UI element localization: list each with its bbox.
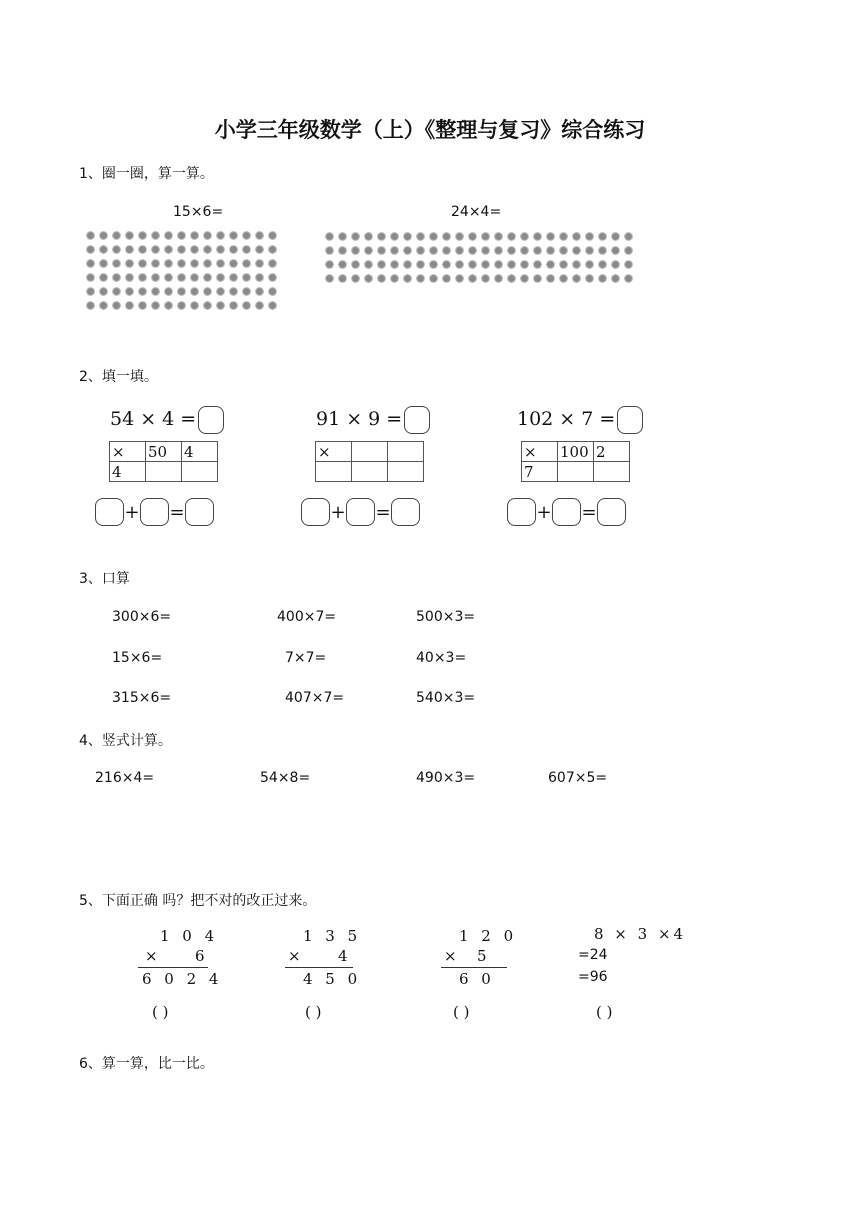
dot	[546, 260, 555, 269]
vertical-line	[441, 967, 507, 968]
dot	[190, 245, 199, 254]
dot	[99, 287, 108, 296]
dot	[468, 274, 477, 283]
dot	[151, 231, 160, 240]
dot	[164, 231, 173, 240]
dot	[242, 259, 251, 268]
dot	[624, 274, 633, 283]
dot	[99, 245, 108, 254]
dot	[112, 301, 121, 310]
dot	[429, 232, 438, 241]
dot	[585, 232, 594, 241]
dot	[611, 260, 620, 269]
dot	[255, 273, 264, 282]
dot	[112, 259, 121, 268]
dot	[442, 232, 451, 241]
dot	[377, 260, 386, 269]
chain-line-3: =96	[578, 969, 608, 985]
judge-paren[interactable]: ( )	[305, 1003, 322, 1021]
q1-heading: 1、圈一圈，算一算。	[79, 166, 214, 182]
dot	[268, 287, 277, 296]
dot	[377, 274, 386, 283]
oral-item: 540×3=	[416, 690, 476, 706]
dot	[585, 260, 594, 269]
dot	[242, 273, 251, 282]
dot	[598, 246, 607, 255]
answer-box[interactable]	[198, 406, 224, 434]
dot	[325, 260, 334, 269]
dot	[242, 287, 251, 296]
answer-box[interactable]	[404, 406, 430, 434]
dot	[190, 287, 199, 296]
sum-row-1	[95, 498, 214, 526]
dot	[351, 232, 360, 241]
dot	[481, 260, 490, 269]
vertical-multiplier-sign: ×	[288, 947, 305, 965]
q5-heading: 5、下面正确 吗？把不对的改正过来。	[79, 893, 317, 909]
judge-paren[interactable]: ( )	[596, 1003, 613, 1021]
dot	[494, 232, 503, 241]
dot	[494, 260, 503, 269]
dot	[138, 287, 147, 296]
mult-table-1	[109, 441, 218, 482]
vertical-calc-item: 216×4=	[95, 770, 155, 786]
dot	[216, 301, 225, 310]
dot	[242, 301, 251, 310]
dot	[268, 245, 277, 254]
dot	[416, 232, 425, 241]
dot	[255, 301, 264, 310]
dot	[164, 273, 173, 282]
dot	[216, 245, 225, 254]
dot	[255, 245, 264, 254]
equals-sign: =	[169, 501, 185, 523]
dot	[216, 287, 225, 296]
dot	[403, 260, 412, 269]
dot	[229, 245, 238, 254]
table-cell[interactable]	[352, 462, 388, 482]
dot	[325, 232, 334, 241]
dot	[442, 274, 451, 283]
judge-paren[interactable]: ( )	[152, 1003, 169, 1021]
dot	[216, 231, 225, 240]
dot	[125, 259, 134, 268]
dot	[455, 274, 464, 283]
table-cell: 100	[558, 442, 594, 462]
chain-line-2: =24	[578, 947, 608, 963]
dot	[403, 232, 412, 241]
dot	[533, 246, 542, 255]
fill-expr-1: 54 × 4 =	[110, 408, 197, 430]
dot	[390, 232, 399, 241]
table-cell	[352, 442, 388, 462]
dot	[585, 274, 594, 283]
vertical-line	[138, 967, 208, 968]
dot	[364, 246, 373, 255]
dot	[624, 260, 633, 269]
dot	[216, 259, 225, 268]
dot	[151, 245, 160, 254]
table-cell: 4	[182, 442, 218, 462]
dot	[611, 246, 620, 255]
vertical-multiplier: 4	[338, 947, 352, 965]
fill-expr-2: 91 × 9 =	[316, 408, 403, 430]
dot	[99, 301, 108, 310]
dot	[572, 246, 581, 255]
vertical-multiplier-sign: ×	[444, 947, 461, 965]
dot	[203, 287, 212, 296]
dot	[416, 246, 425, 255]
dot	[151, 259, 160, 268]
dot	[203, 245, 212, 254]
dot	[229, 287, 238, 296]
dot	[229, 273, 238, 282]
q3-heading: 3、口算	[79, 571, 130, 587]
dot	[364, 260, 373, 269]
dot	[125, 273, 134, 282]
vertical-calc-item: 490×3=	[416, 770, 476, 786]
dot	[533, 232, 542, 241]
dot	[611, 274, 620, 283]
dot	[164, 301, 173, 310]
vertical-multiplier: 6	[195, 947, 209, 965]
table-cell[interactable]	[146, 462, 182, 482]
dot	[255, 231, 264, 240]
chain-line-1: 8 × 3 ×4	[594, 925, 687, 943]
dot	[99, 273, 108, 282]
answer-box[interactable]	[597, 498, 626, 526]
dot	[229, 231, 238, 240]
oral-item: 40×3=	[416, 650, 467, 666]
dot	[416, 260, 425, 269]
dot	[546, 246, 555, 255]
dot	[546, 274, 555, 283]
vertical-multiplier-sign: ×	[145, 947, 162, 965]
dot	[533, 274, 542, 283]
plus-sign: +	[536, 501, 552, 523]
dot	[598, 232, 607, 241]
dot	[86, 301, 95, 310]
oral-item: 315×6=	[112, 690, 172, 706]
dot	[338, 246, 347, 255]
answer-box[interactable]	[617, 406, 643, 434]
dot	[468, 246, 477, 255]
dot	[390, 274, 399, 283]
table-cell: ×	[522, 442, 558, 462]
dot	[559, 232, 568, 241]
dot-grid-24x4	[325, 232, 633, 283]
fill-expr-3: 102 × 7 =	[517, 408, 616, 430]
dot	[429, 274, 438, 283]
dot	[559, 246, 568, 255]
q1-expr-a: 15×6=	[173, 204, 224, 220]
oral-item: 7×7=	[285, 650, 327, 666]
vertical-line	[285, 967, 353, 968]
dot	[216, 273, 225, 282]
dot	[255, 259, 264, 268]
dot	[351, 274, 360, 283]
dot	[338, 260, 347, 269]
dot	[325, 246, 334, 255]
dot	[125, 245, 134, 254]
dot	[481, 232, 490, 241]
dot	[268, 259, 277, 268]
dot	[429, 246, 438, 255]
answer-box[interactable]	[346, 498, 375, 526]
dot	[177, 259, 186, 268]
dot	[112, 287, 121, 296]
dot	[598, 274, 607, 283]
dot	[203, 301, 212, 310]
dot	[99, 231, 108, 240]
dot	[468, 232, 477, 241]
dot	[177, 301, 186, 310]
plus-sign: +	[124, 501, 140, 523]
table-cell[interactable]	[182, 462, 218, 482]
answer-box[interactable]	[391, 498, 420, 526]
dot	[242, 245, 251, 254]
dot	[138, 259, 147, 268]
dot	[268, 273, 277, 282]
dot	[229, 259, 238, 268]
vertical-result: 6 0 2 4	[142, 970, 223, 988]
table-cell: ×	[110, 442, 146, 462]
dot	[138, 301, 147, 310]
vertical-top-number: 1 2 0	[459, 927, 518, 945]
dot	[125, 287, 134, 296]
dot	[351, 246, 360, 255]
dot	[507, 232, 516, 241]
q6-heading: 6、算一算，比一比。	[79, 1056, 214, 1072]
dot	[86, 259, 95, 268]
dot	[268, 301, 277, 310]
dot	[255, 287, 264, 296]
table-cell[interactable]	[594, 462, 630, 482]
dot	[177, 273, 186, 282]
dot	[455, 232, 464, 241]
dot	[520, 260, 529, 269]
dot	[624, 246, 633, 255]
dot	[572, 274, 581, 283]
dot	[559, 260, 568, 269]
dot	[138, 231, 147, 240]
vertical-multiplier: 5	[477, 947, 491, 965]
table-cell: ×	[316, 442, 352, 462]
dot	[546, 232, 555, 241]
dot	[86, 273, 95, 282]
dot	[624, 232, 633, 241]
oral-item: 15×6=	[112, 650, 163, 666]
table-cell: 2	[594, 442, 630, 462]
dot	[377, 246, 386, 255]
dot	[611, 232, 620, 241]
dot	[429, 260, 438, 269]
fill-problem-2	[316, 406, 430, 434]
dot	[242, 231, 251, 240]
dot	[99, 259, 108, 268]
dot	[390, 246, 399, 255]
dot	[507, 246, 516, 255]
dot	[338, 274, 347, 283]
dot	[151, 273, 160, 282]
dot	[442, 246, 451, 255]
dot	[481, 246, 490, 255]
dot	[125, 231, 134, 240]
vertical-calc-item: 54×8=	[260, 770, 311, 786]
mult-table-3	[521, 441, 630, 482]
table-cell[interactable]	[316, 462, 352, 482]
dot	[377, 232, 386, 241]
q1-expr-b: 24×4=	[451, 204, 502, 220]
oral-item: 407×7=	[285, 690, 345, 706]
dot	[190, 231, 199, 240]
oral-item: 300×6=	[112, 609, 172, 625]
dot	[112, 231, 121, 240]
dot	[203, 273, 212, 282]
dot	[190, 259, 199, 268]
table-cell[interactable]	[558, 462, 594, 482]
dot	[268, 231, 277, 240]
dot	[507, 274, 516, 283]
sum-row-3	[507, 498, 626, 526]
oral-item: 400×7=	[277, 609, 337, 625]
answer-box[interactable]	[507, 498, 536, 526]
dot	[190, 273, 199, 282]
dot	[164, 259, 173, 268]
dot	[125, 301, 134, 310]
table-cell: 4	[110, 462, 146, 482]
dot	[86, 231, 95, 240]
dot	[325, 274, 334, 283]
dot	[494, 274, 503, 283]
vertical-top-number: 1 3 5	[303, 927, 362, 945]
dot	[229, 301, 238, 310]
answer-box[interactable]	[301, 498, 330, 526]
dot	[455, 260, 464, 269]
dot	[86, 287, 95, 296]
dot	[442, 260, 451, 269]
table-cell: 7	[522, 462, 558, 482]
dot	[351, 260, 360, 269]
dot	[481, 274, 490, 283]
dot	[138, 245, 147, 254]
table-cell[interactable]	[388, 462, 424, 482]
dot	[164, 245, 173, 254]
dot	[138, 273, 147, 282]
fill-problem-3	[517, 406, 643, 434]
table-cell: 50	[146, 442, 182, 462]
dot	[572, 260, 581, 269]
dot	[572, 232, 581, 241]
vertical-result: 6 0	[459, 970, 495, 988]
dot	[164, 287, 173, 296]
answer-box[interactable]	[552, 498, 581, 526]
dot	[520, 274, 529, 283]
dot	[585, 246, 594, 255]
dot	[364, 232, 373, 241]
dot	[203, 259, 212, 268]
dot	[177, 231, 186, 240]
dot	[520, 246, 529, 255]
vertical-result: 4 5 0	[303, 970, 362, 988]
dot	[455, 246, 464, 255]
dot	[151, 287, 160, 296]
fill-problem-1	[110, 406, 224, 434]
dot	[520, 232, 529, 241]
dot	[177, 245, 186, 254]
dot	[403, 246, 412, 255]
dot	[390, 260, 399, 269]
dot	[533, 260, 542, 269]
equals-sign: =	[375, 501, 391, 523]
dot	[151, 301, 160, 310]
mult-table-2	[315, 441, 424, 482]
dot	[338, 232, 347, 241]
plus-sign: +	[330, 501, 346, 523]
table-cell	[388, 442, 424, 462]
q4-heading: 4、竖式计算。	[79, 733, 172, 749]
dot	[403, 274, 412, 283]
dot	[190, 301, 199, 310]
dot	[112, 245, 121, 254]
oral-item: 500×3=	[416, 609, 476, 625]
q2-heading: 2、填一填。	[79, 369, 158, 385]
dot	[494, 246, 503, 255]
page-title: 小学三年级数学（上）《整理与复习》综合练习	[214, 118, 646, 142]
dot	[203, 231, 212, 240]
dot-grid-15x6	[86, 231, 277, 310]
vertical-top-number: 1 0 4	[160, 927, 219, 945]
answer-box[interactable]	[140, 498, 169, 526]
dot	[507, 260, 516, 269]
vertical-calc-item: 607×5=	[548, 770, 608, 786]
dot	[416, 274, 425, 283]
dot	[559, 274, 568, 283]
dot	[598, 260, 607, 269]
judge-paren[interactable]: ( )	[453, 1003, 470, 1021]
dot	[468, 260, 477, 269]
dot	[177, 287, 186, 296]
equals-sign: =	[581, 501, 597, 523]
answer-box[interactable]	[95, 498, 124, 526]
answer-box[interactable]	[185, 498, 214, 526]
dot	[86, 245, 95, 254]
dot	[112, 273, 121, 282]
sum-row-2	[301, 498, 420, 526]
dot	[364, 274, 373, 283]
